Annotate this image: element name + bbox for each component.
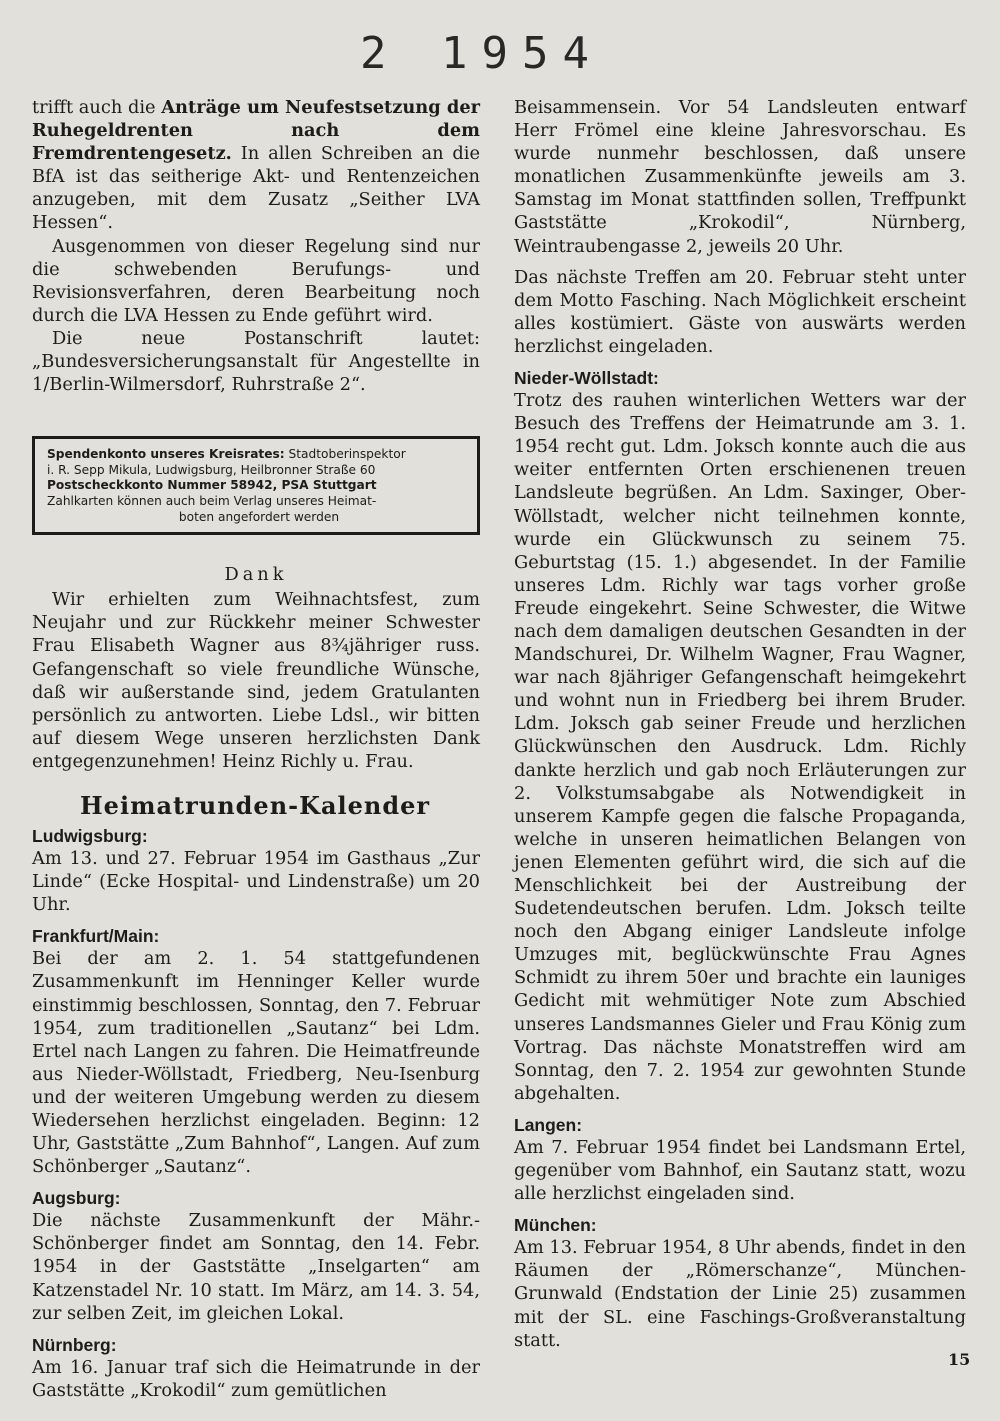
text-augsburg: Die nächste Zusammenkunft der Mähr.-Schönberger findet am Sonntag, den 14. Febr. 1954 in der Gaststätte „Inselgarten“ am Katzenstadel Nr. 10 statt. Im März, am 14. 3. 54, zur selben Zeit, im gleichen Lokal. <box>32 1210 480 1324</box>
box-line-3: Postscheckkonto Nummer 58942, PSA Stuttgart <box>47 478 377 493</box>
heading-nieder-woellstadt: Nieder-Wöllstadt: <box>514 368 659 389</box>
text-ludwigsburg: Am 13. und 27. Februar 1954 im Gasthaus „Zur Linde“ (Ecke Hospital- und Lindenstraße) um 20 Uhr. <box>32 848 480 916</box>
kalender-title: Heimatrunden-Kalender <box>80 791 431 821</box>
heading-langen: Langen: <box>514 1114 583 1135</box>
text-nuernberg-continued: Beisammensein. Vor 54 Landsleuten entwarf Herr Frömel eine kleine Jahresvorschau. Es wurde nunmehr beschlossen, daß unsere monatlichen Zusammenkünfte jeweils am 3. Samstag im Monat stattfinden sollen, Treffpunkt Gaststätte „Krokodil“, Nürnberg, Weintraubengasse 2, jeweils 20 Uhr. <box>514 97 966 257</box>
issue-number: 2 1954 <box>360 28 603 79</box>
paragraph-postanschrift: Die neue Postanschrift lautet: „Bundesversicherungsanstalt für Angestellte in 1/Berlin-Wilmersdorf, Ruhrstraße 2“. <box>32 327 480 396</box>
box-line-2: i. R. Sepp Mikula, Ludwigsburg, Heilbronner Straße 60 <box>47 462 376 477</box>
heading-ludwigsburg: Ludwigsburg: <box>32 826 148 847</box>
text-muenchen: Am 13. Februar 1954, 8 Uhr abends, findet in den Räumen der „Römerschanze“, München-Grunwald (Endstation der Linie 25) zusammen mit der SL. eine Faschings-Großveranstaltung statt. <box>514 1237 966 1351</box>
text-nieder-woellstadt: Trotz des rauhen winterlichen Wetters war der Besuch des Treffens der Heimatrunde am 3. 1. 1954 recht gut. Ldm. Joksch konnte auch die aus weiter entfernten Orten erschienenen treuen Landsleute begrüßen. An Ldm. Saxinger, Ober-Wöllstadt, welcher nicht teilnehmen konnte, wurde ein Glückwunsch zu seinem 75. Geburtstag (15. 1.) abgesendet. In der Familie unseres Ldm. Richly war tags vorher große Freude eingekehrt. Seine Schwester, die Witwe nach dem damaligen deutschen Gesandten in der Mandschurei, Dr. Wilhelm Wagner, Frau Wagner, war nach 8jähriger Gefangenschaft heimgekehrt und wohnt nun in Friedberg bei ihrem Bruder. Ldm. Joksch gab seiner Freude und herzlichen Glückwünschen den Ausdruck. Ldm. Richly dankte herzlich und gab noch Erläuterungen zur 2. Volkstumsabgabe als Notwendigkeit in unserem Kampfe gegen die falsche Propaganda, welche in unseren heimatlichen Belangen von jenen Elementen geführt wird, die sich auf die Menschlichkeit bei der Austreibung der Sudetendeutschen berufen. Ldm. Joksch teilte noch den Abgang einiger Landsleute infolge Umzuges mit, beglückwünschte Frau Agnes Schmidt zu ihrem 50er und brachte ein launiges Gedicht mit wehmütiger Note zum Abschied unseres Landsmannes Gieler und Frau König zum Vortrag. Das nächste Monatstreffen wird am Sonntag, den 7. 2. 1954 zur gewohnten Stunde abgehalten. <box>514 390 966 1104</box>
box-line-4: Zahlkarten können auch beim Verlag unseres Heimat- <box>47 494 377 508</box>
dank-text: Wir erhielten zum Weihnachtsfest, zum Neujahr und zur Rückkehr meiner Schwester Frau Elisabeth Wagner aus 8¾jähriger russ. Gefangenschaft so viele freundliche Wünsche, daß wir außerstande sind, jedem Gratulanten persönlich zu antworten. Liebe Ldsl., wir bitten auf diesem Wege unseren herzlichsten Dank entgegenzunehmen! Heinz Richly u. Frau. <box>32 589 480 772</box>
heading-nuernberg: Nürnberg: <box>32 1334 117 1355</box>
page-number: 15 <box>948 1350 971 1369</box>
paragraph-antraege: trifft auch die Anträge um Neufestsetzung der Ruhegeldrenten nach dem Fremdrentengesetz. In allen Schreiben an die BfA ist das seitherige Akt- und Rentenzeichen anzugeben, mit dem Zusatz „Seither LVA Hessen“. <box>32 97 481 234</box>
left-column <box>32 96 480 1402</box>
text-nuernberg: Am 16. Januar traf sich die Heimatrunde in der Gaststätte „Krokodil“ zum gemütlichen <box>32 1356 480 1401</box>
right-column <box>514 96 966 1352</box>
heading-muenchen: München: <box>514 1215 597 1236</box>
heading-frankfurt: Frankfurt/Main: <box>32 926 160 947</box>
box-line-1: Spendenkonto unseres Kreisrates: Stadtoberinspektor <box>47 447 406 462</box>
heading-augsburg: Augsburg: <box>32 1188 121 1209</box>
text-langen: Am 7. Februar 1954 findet bei Landsmann Ertel, gegenüber vom Bahnhof, ein Sautanz statt, wozu alle herzlichst eingeladen sind. <box>514 1136 966 1205</box>
text-nuernberg-next: Das nächste Treffen am 20. Februar steht unter dem Motto Fasching. Nach Möglichkeit erscheint alles kostümiert. Gäste von auswärts werden herzlichst eingeladen. <box>514 266 966 357</box>
dank-title: Dank <box>224 564 288 586</box>
text-frankfurt: Bei der am 2. 1. 54 stattgefundenen Zusammenkunft im Henninger Keller wurde einstimmig beschlossen, Sonntag, den 7. Februar 1954, zum traditionellen „Sautanz“ bei Ldm. Ertel nach Langen zu fahren. Die Heimatfreunde aus Nieder-Wöllstadt, Friedberg, Neu-Isenburg und der weiteren Umgebung werden zu diesem Wiedersehen herzlichst eingeladen. Beginn: 12 Uhr, Gaststätte „Zum Bahnhof“, Langen. Auf zum Schönberger „Sautanz“. <box>32 948 480 1178</box>
box-line-5: boten angefordert werden <box>178 509 340 524</box>
donation-account-box <box>32 436 480 535</box>
paragraph-ausgenommen: Ausgenommen von dieser Regelung sind nur die schwebenden Berufungs- und Revisionsverfahren, deren Bearbeitung noch durch die LVA Hessen zu Ende geführt wird. <box>32 235 480 326</box>
